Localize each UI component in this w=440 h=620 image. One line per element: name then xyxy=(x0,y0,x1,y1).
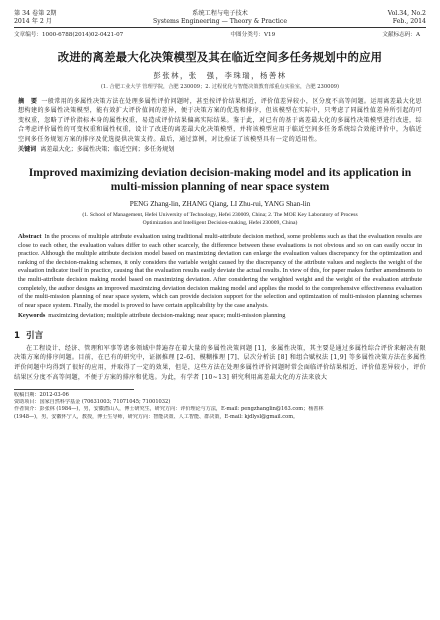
article-meta xyxy=(14,31,426,41)
received-date: 收稿日期：2012-03-06 xyxy=(14,391,69,398)
author-bio-line-1: 作者简介：彭张林 (1984—)，男，安徽潜山人，博士研究生，研究方向：评价理论与方法，E-mail: pengzhanglin@163.com；杨善林 xyxy=(14,406,324,413)
en-keywords xyxy=(14,312,426,321)
running-header xyxy=(14,10,426,26)
en-title: Improved maximizing deviation decision-making model and its application in multi-mission planning of near space system xyxy=(28,166,412,193)
volume-issue: 第 34 卷第 2期 xyxy=(14,10,57,17)
cn-keywords-text: 离差最大化；多属性决策；临近空间；多任务规划 xyxy=(40,146,175,154)
cn-affiliation: (1. 合肥工业大学 管理学院，合肥 230009；2. 过程优化与智能决策教育部重点实验室，合肥 230009) xyxy=(100,84,340,90)
en-affiliation-line-1: (1. School of Management, Hefei University of Technology, Hefei 230009, China; 2. The MOE Key Laboratory of Process xyxy=(82,212,358,219)
author-bio-line-2: (1948—)，男，安徽怀宁人，教授，博士生导师，研究方向：智能决策、人工智能、群决策，E-mail: kjdlysl@gmail.com。 xyxy=(14,413,299,420)
volume-info xyxy=(14,10,124,26)
cn-title: 改进的离差最大化决策模型及其在临近空间多任务规划中的应用 xyxy=(57,50,383,64)
clc-number: 中图分类号：V19 xyxy=(230,32,276,38)
footnote-rule xyxy=(14,389,134,390)
cn-abstract xyxy=(14,97,426,144)
cn-keywords-label: 关键词 xyxy=(18,146,37,154)
volume-issue-en: Vol.34, No.2 xyxy=(387,10,426,17)
en-affiliation xyxy=(14,212,426,227)
en-affiliation-line-2: Optimization and Intelligent Decision-making, Hefei 230009, China) xyxy=(142,219,298,226)
en-keywords-label: Keywords xyxy=(18,312,46,320)
article-number: 文章编号：1000-6788(2014)02-0421-07 xyxy=(14,32,124,38)
cn-abstract-label: 摘 要 xyxy=(18,98,38,105)
journal-name xyxy=(124,10,316,26)
journal-name-cn: 系统工程与电子技术 xyxy=(192,10,248,17)
section-heading xyxy=(14,330,426,342)
journal-name-en: Systems Engineering — Theory & Practice xyxy=(152,18,288,25)
footnotes xyxy=(14,392,426,422)
section-number: 1 xyxy=(14,330,20,341)
cn-abstract-text: 一般常用的多属性决策方法在处理多属性评价问题时，甚至按评价结果相近，评价值差异较小，区分度不高等问题。运用离差最大化思想构建的多属性决策模型，能有效扩大评价值间的差异，便于决策方案的优选和排序，但该模型在实际中，只考虑了同属性值差异所引起的可变权重，忽略了评价指标本身的属性权重，易造成评价结果偏离实际结果。鉴于此，对已有的基于离差最大化的多属性决策模型进行改进，综合考虑评价属性的可变权重和属性权重，设计了改进的离差最大化决策模型，并将该模型应用于临近空间多任务系统综合效能评价中，为临近空间多任务规划方案的排序及优选提供决策支持。最后，通过算例，对比验证了该模型具有一定的适用性。 xyxy=(18,98,422,143)
volume-info-en xyxy=(316,10,426,26)
cn-keywords xyxy=(14,145,426,154)
en-abstract-label: Abstract xyxy=(18,233,42,241)
cn-authors: 彭张林，张 强，李珠瑞，杨善林 xyxy=(153,71,287,80)
en-abstract xyxy=(14,233,426,310)
header-rule xyxy=(14,27,426,28)
issue-date: 2014 年 2 月 xyxy=(14,18,52,25)
section-title: 引言 xyxy=(25,330,44,341)
en-keywords-text: maximizing deviation; multiple attribute decision-making; near space; multi-mission planning xyxy=(48,312,286,320)
issue-date-en: Feb., 2014 xyxy=(392,18,426,25)
en-abstract-text: In the process of multiple attribute evaluation using traditional multi-attribute decision method, some problems such as that the evaluation results are close to each other, the evaluation values differ to each other scarcely, the difference between these evaluations is not obvious and so on can easily occur in practice. Although the multiple attribute decision model based on maximizing deviation can enlarge the evaluation values discrepancy for the optimization and ranking of the decision-making schemes, it only considers the variable weight caused by the discrepancy of the attribute values and neglects the weight of the evaluation indicator itself in practice, causing that the evaluation results easily deviate the actual results. In view of this, for paper makes further amendments to the multi-attribute decision making model based on maximizing deviation. After considering the weighted weight and the weight of the evaluation attribute completely, the author designs an improved maximizing deviation decision making model and applies the model to the comprehensive effectiveness evaluation of the multi-mission planning of near space system, which can provide decision support for the selection and optimization of multi-mission planning schemes of near space system. Finally, the model is proved to have certain applicability by the case analysis. xyxy=(18,233,422,309)
document-code: 文献标志码：A xyxy=(382,32,420,38)
section-body: 在工程设计、经济、管理和军事等诸多领域中普遍存在着大量的多属性决策问题 [1]，多属性决策，其主要是通过多属性综合评价来解决有限决策方案的排序问题。目前，在已有的研究中，证据推理 [2-6]、模糊推理 [7]、层次分析法 [8] 和组合赋权法 [1,9] 等多属性决策方法在多属性评价问题中均得到了很好的应用，并取得了一定的效果，但是，这些方法在处理多属性评价问题时常会面临评价结果相近、评价值差异较小，评价结果区分度不高等问题，不便于方案的排序和优选。为此，有学者 [10~13] 研究利用离差最大化的方法来放大 xyxy=(14,344,426,381)
fund-info: 资助项目：国家自然科学基金 (70631003; 71071045; 71001032) xyxy=(14,398,171,405)
en-authors: PENG Zhang-lin, ZHANG Qiang, LI Zhu-rui, YANG Shan-lin xyxy=(129,200,311,209)
